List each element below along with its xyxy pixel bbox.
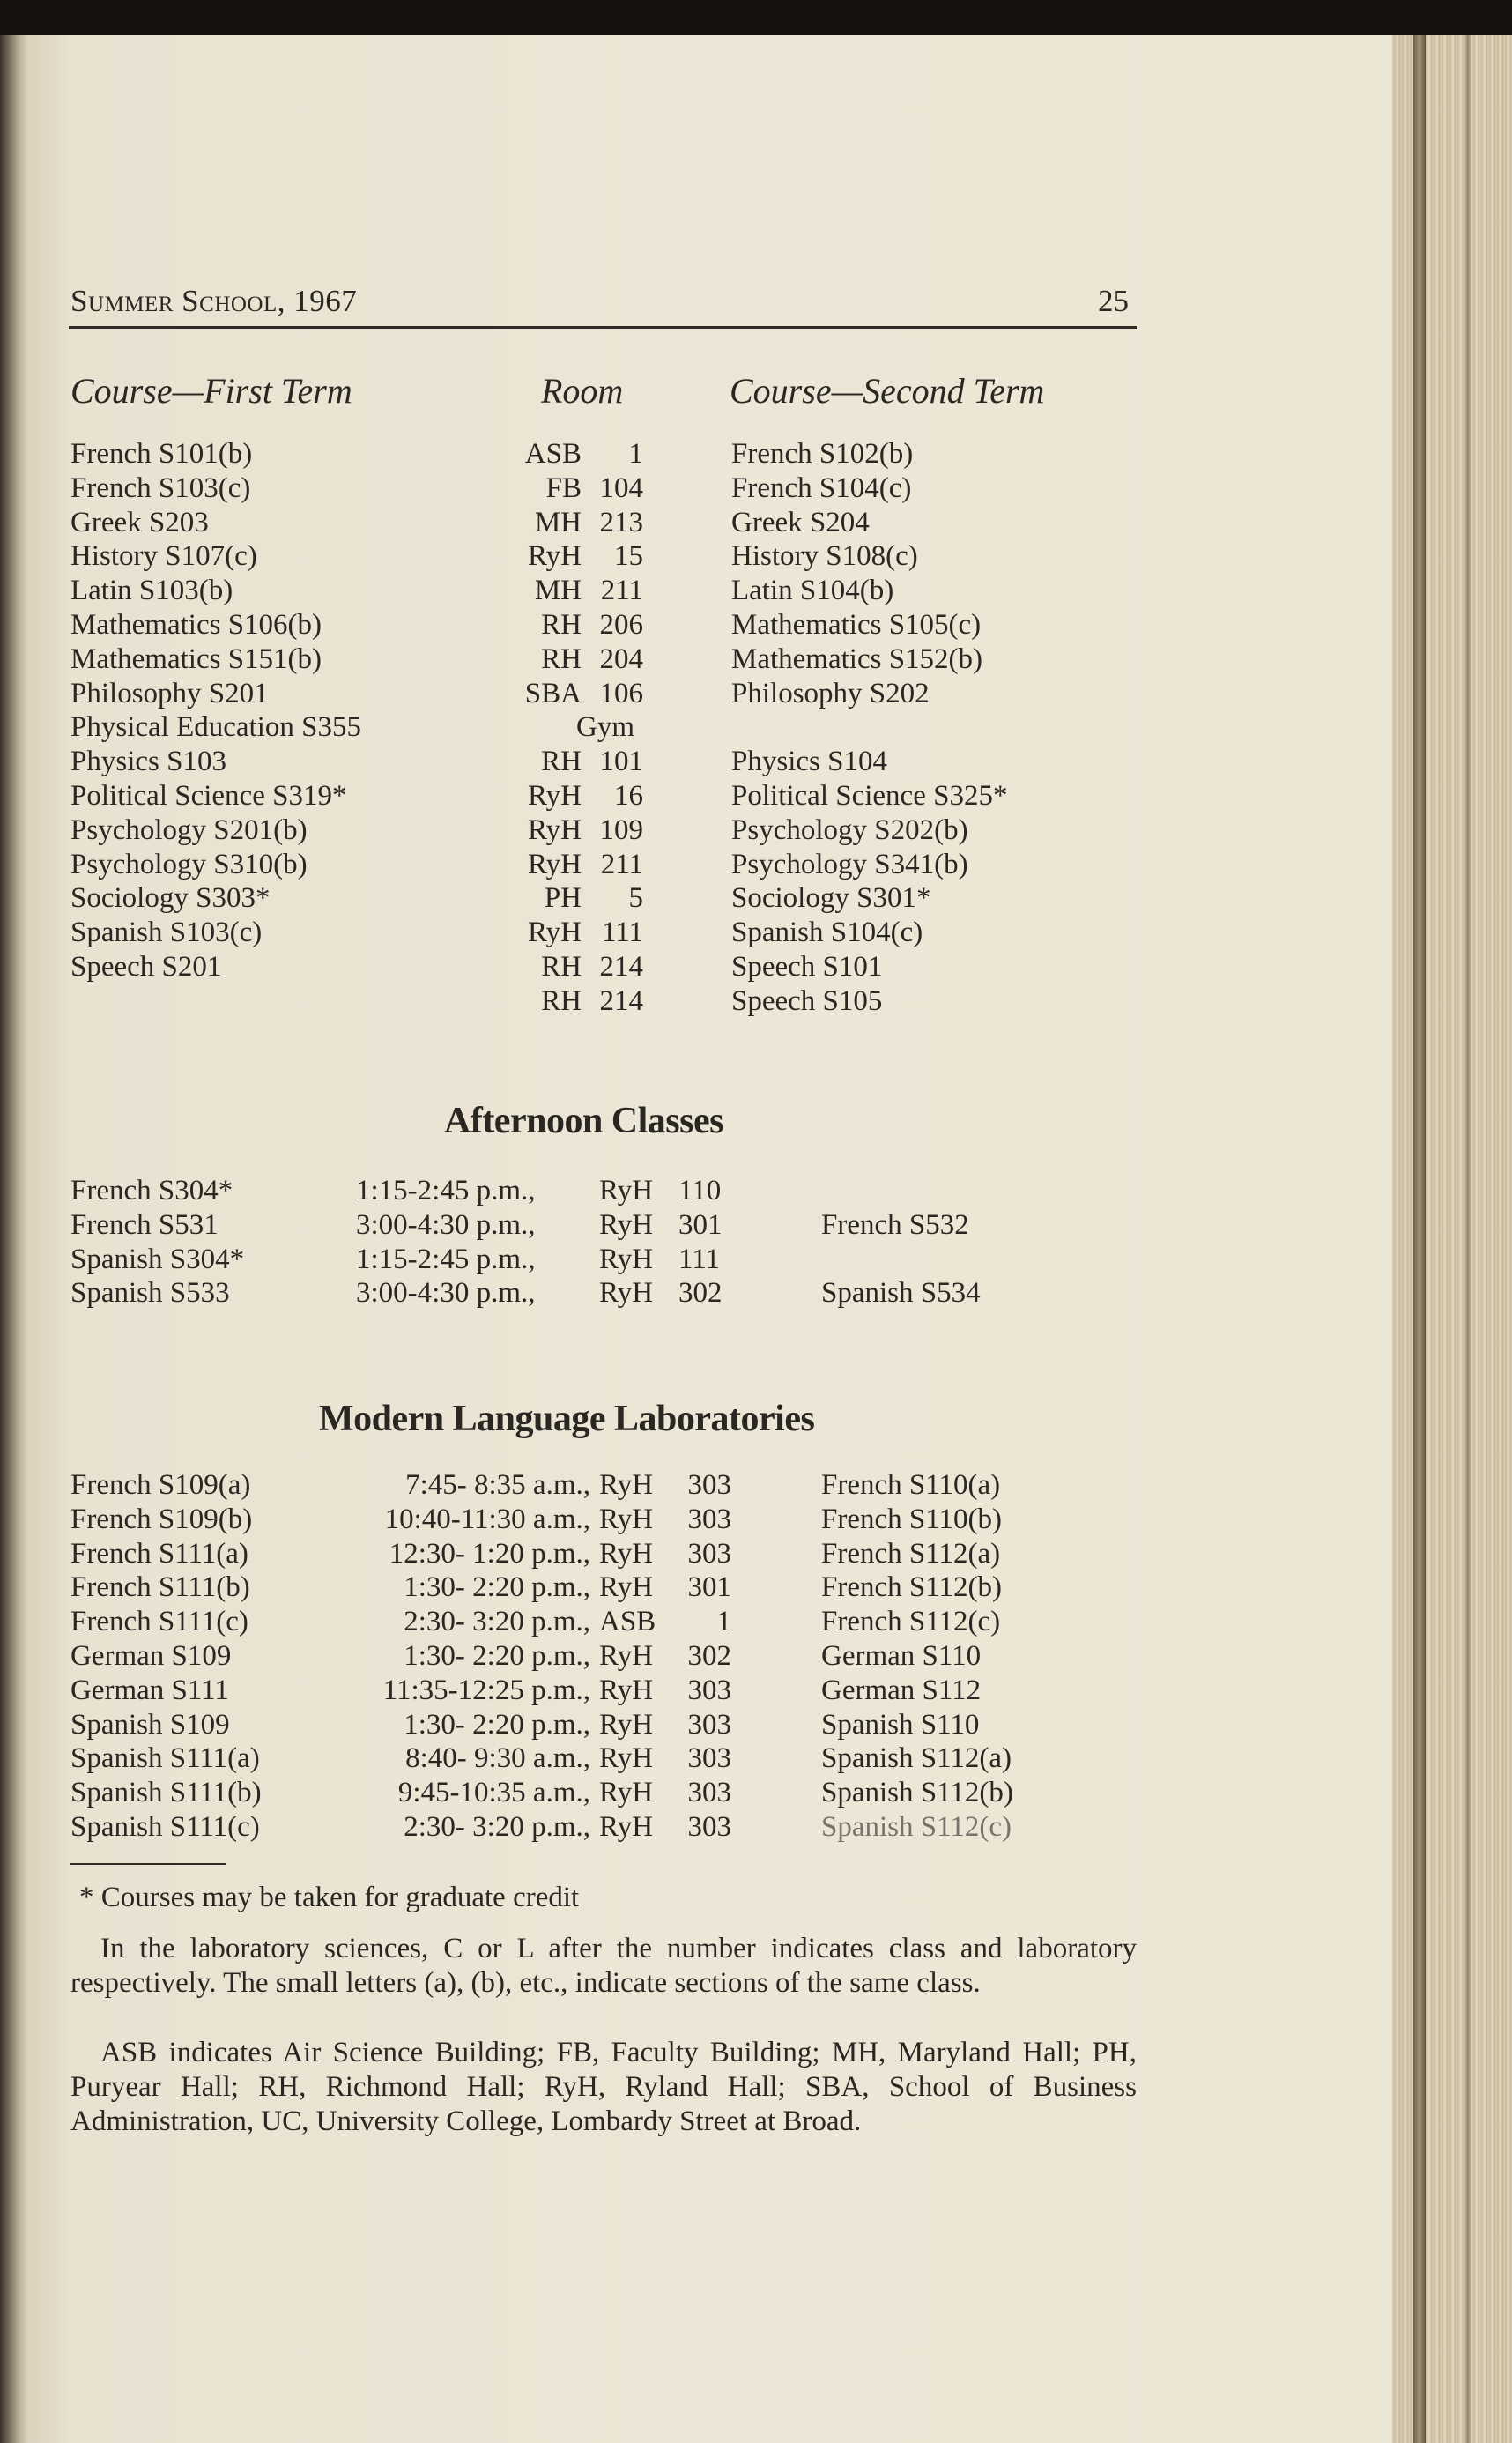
room-number: 213 — [599, 507, 643, 538]
first-term-course: Mathematics S151(b) — [70, 643, 322, 675]
first-term-course: French S111(a) — [70, 1538, 248, 1570]
first-term-course: Spanish S111(b) — [70, 1777, 262, 1808]
room-number: 104 — [599, 472, 643, 504]
second-term-course: Spanish S534 — [821, 1277, 981, 1309]
room-building: FB — [545, 472, 582, 504]
second-term-course: Political Science S325* — [731, 780, 1008, 812]
class-time: 3:00-4:30 p.m., — [356, 1209, 536, 1241]
room-building: RyH — [599, 1209, 654, 1241]
class-time: 10:40-11:30 a.m., — [384, 1504, 590, 1535]
class-time: 2:30- 3:20 p.m., — [404, 1606, 590, 1637]
class-time: 8:40- 9:30 a.m., — [405, 1742, 590, 1774]
first-term-course: Physical Education S355 — [70, 711, 361, 743]
room-building: RyH — [599, 1640, 654, 1672]
room-number: 204 — [599, 643, 643, 675]
room-number: 101 — [599, 746, 643, 777]
second-term-course: Sociology S301* — [731, 882, 931, 914]
room-building: RyH — [599, 1277, 654, 1309]
room-building: RyH — [599, 1244, 654, 1275]
second-term-course: Spanish S112(c) — [821, 1811, 1012, 1843]
room-number: Gym — [576, 711, 634, 743]
room-number: 303 — [687, 1777, 731, 1808]
class-time: 1:15-2:45 p.m., — [356, 1175, 536, 1207]
first-term-course: Spanish S109 — [70, 1709, 230, 1741]
room-number: 303 — [687, 1469, 731, 1501]
room-building: ASB — [524, 438, 582, 470]
second-term-course: Speech S105 — [731, 985, 883, 1017]
room-building: RyH — [599, 1777, 654, 1808]
first-term-course: Philosophy S201 — [70, 678, 269, 709]
second-term-course: Spanish S104(c) — [731, 917, 923, 948]
class-time: 2:30- 3:20 p.m., — [404, 1811, 590, 1843]
second-term-course: French S532 — [821, 1209, 969, 1241]
room-building: RyH — [527, 540, 582, 572]
room-building: RyH — [527, 849, 582, 880]
first-term-course: Latin S103(b) — [70, 575, 233, 606]
room-number: 303 — [687, 1811, 731, 1843]
room-building: RH — [541, 609, 582, 641]
room-number: 301 — [687, 1571, 731, 1603]
room-number: 111 — [678, 1244, 721, 1275]
second-term-course: Spanish S112(a) — [821, 1742, 1012, 1774]
first-term-course: Spanish S304* — [70, 1244, 245, 1275]
page-number: 25 — [1098, 284, 1129, 318]
second-term-course: Latin S104(b) — [731, 575, 894, 606]
first-term-course: Mathematics S106(b) — [70, 609, 322, 641]
room-building: PH — [544, 882, 582, 914]
room-building: RyH — [599, 1811, 654, 1843]
room-number: 303 — [687, 1742, 731, 1774]
room-building: RyH — [599, 1709, 654, 1741]
second-term-course: Psychology S202(b) — [731, 814, 968, 846]
first-term-course: Spanish S111(c) — [70, 1811, 260, 1843]
room-number: 15 — [614, 540, 643, 572]
first-term-course: French S531 — [70, 1209, 219, 1241]
room-number: 5 — [628, 882, 643, 914]
first-term-course: Political Science S319* — [70, 780, 347, 812]
paragraph-text: In the laboratory sciences, C or L after the number indicates class and laboratory respectively. The small letters (a), (b), etc., indicate sections of the same class. — [70, 1933, 1137, 1999]
second-term-course: French S112(a) — [821, 1538, 1001, 1570]
class-time: 11:35-12:25 p.m., — [382, 1674, 590, 1706]
first-term-course: German S111 — [70, 1674, 229, 1706]
first-term-course: French S103(c) — [70, 472, 251, 504]
first-term-course: Spanish S103(c) — [70, 917, 263, 948]
paragraph-building-key — [70, 2036, 1137, 2139]
room-building: MH — [534, 575, 582, 606]
first-term-course: Psychology S310(b) — [70, 849, 308, 880]
room-number: 1 — [628, 438, 643, 470]
second-term-course: French S112(b) — [821, 1571, 1002, 1603]
page-edge-band — [1464, 35, 1471, 2443]
second-term-course: Mathematics S105(c) — [731, 609, 982, 641]
class-time: 12:30- 1:20 p.m., — [389, 1538, 590, 1570]
second-term-course: Greek S204 — [731, 507, 870, 538]
room-number: 301 — [678, 1209, 723, 1241]
running-header: Summer School, 1967 — [70, 284, 358, 318]
room-number: 111 — [601, 917, 643, 948]
room-number: 206 — [599, 609, 643, 641]
room-building: RyH — [599, 1469, 654, 1501]
room-number: 211 — [600, 849, 643, 880]
room-number: 106 — [599, 678, 643, 709]
room-number: 211 — [600, 575, 643, 606]
footnote-rule — [70, 1863, 226, 1865]
first-term-course: Spanish S111(a) — [70, 1742, 260, 1774]
footnote: * Courses may be taken for graduate credit — [79, 1882, 580, 1913]
room-building: RH — [541, 746, 582, 777]
first-term-course: French S109(a) — [70, 1469, 251, 1501]
class-time: 3:00-4:30 p.m., — [356, 1277, 536, 1309]
room-number: 110 — [678, 1175, 722, 1207]
second-term-course: Mathematics S152(b) — [731, 643, 983, 675]
room-building: RH — [541, 985, 582, 1017]
room-number: 302 — [687, 1640, 731, 1672]
second-term-course: Spanish S112(b) — [821, 1777, 1013, 1808]
book-gutter — [0, 35, 26, 2443]
first-term-course: Sociology S303* — [70, 882, 271, 914]
column-heading-second-term: Course—Second Term — [730, 371, 1045, 411]
column-heading-first-term: Course—First Term — [70, 371, 352, 411]
first-term-course: Spanish S533 — [70, 1277, 230, 1309]
first-term-course: French S109(b) — [70, 1504, 253, 1535]
second-term-course: German S110 — [821, 1640, 982, 1672]
room-building: ASB — [599, 1606, 656, 1637]
first-term-course: Speech S201 — [70, 951, 222, 983]
paragraph-text: ASB indicates Air Science Building; FB, Faculty Building; MH, Maryland Hall; PH, Puryear Hall; RH, Richmond Hall; RyH, Ryland Hall; SBA, School of Business Administration, UC, University College, Lombardy Street at Broad. — [70, 2037, 1137, 2137]
column-heading-room: Room — [541, 371, 624, 411]
afternoon-section-title: Afternoon Classes — [444, 1101, 723, 1141]
room-building: RH — [541, 643, 582, 675]
room-building: RyH — [599, 1175, 654, 1207]
class-time: 1:30- 2:20 p.m., — [404, 1571, 590, 1603]
first-term-course: French S111(b) — [70, 1571, 250, 1603]
class-time: 9:45-10:35 a.m., — [397, 1777, 590, 1808]
room-number: 302 — [678, 1277, 723, 1309]
room-building: RyH — [599, 1538, 654, 1570]
room-number: 303 — [687, 1674, 731, 1706]
class-time: 1:30- 2:20 p.m., — [404, 1640, 590, 1672]
first-term-course: History S107(c) — [70, 540, 257, 572]
second-term-course: Spanish S110 — [821, 1709, 980, 1741]
room-building: SBA — [524, 678, 582, 709]
second-term-course: Psychology S341(b) — [731, 849, 968, 880]
class-time: 1:15-2:45 p.m., — [356, 1244, 536, 1275]
second-term-course: Physics S104 — [731, 746, 887, 777]
first-term-course: French S101(b) — [70, 438, 253, 470]
room-number: 303 — [687, 1504, 731, 1535]
class-time: 1:30- 2:20 p.m., — [404, 1709, 590, 1741]
second-term-course: French S104(c) — [731, 472, 912, 504]
second-term-course: French S110(b) — [821, 1504, 1002, 1535]
first-term-course: Physics S103 — [70, 746, 226, 777]
room-building: RyH — [599, 1674, 654, 1706]
class-time: 7:45- 8:35 a.m., — [405, 1469, 590, 1501]
second-term-course: History S108(c) — [731, 540, 918, 572]
page-edge-band — [1413, 35, 1426, 2443]
second-term-course: German S112 — [821, 1674, 982, 1706]
room-building: RyH — [527, 814, 582, 846]
room-number: 214 — [599, 985, 643, 1017]
room-number: 303 — [687, 1709, 731, 1741]
header-rule — [69, 326, 1137, 329]
scan-top-border — [0, 0, 1512, 39]
first-term-course: French S304* — [70, 1175, 233, 1207]
labs-section-title: Modern Language Laboratories — [319, 1399, 815, 1439]
page-edges — [1392, 35, 1512, 2443]
room-building: RH — [541, 951, 582, 983]
room-building: RyH — [599, 1504, 654, 1535]
first-term-course: French S111(c) — [70, 1606, 248, 1637]
first-term-course: German S109 — [70, 1640, 232, 1672]
room-number: 16 — [614, 780, 643, 812]
room-building: RyH — [527, 917, 582, 948]
room-building: RyH — [599, 1742, 654, 1774]
second-term-course: Speech S101 — [731, 951, 883, 983]
room-number: 214 — [599, 951, 643, 983]
second-term-course: French S112(c) — [821, 1606, 1001, 1637]
room-number: 1 — [716, 1606, 731, 1637]
first-term-course: Greek S203 — [70, 507, 209, 538]
second-term-course: French S102(b) — [731, 438, 914, 470]
second-term-course: Philosophy S202 — [731, 678, 930, 709]
room-number: 303 — [687, 1538, 731, 1570]
first-term-course: Psychology S201(b) — [70, 814, 308, 846]
second-term-course: French S110(a) — [821, 1469, 1001, 1501]
room-building: RyH — [527, 780, 582, 812]
room-number: 109 — [599, 814, 643, 846]
room-building: MH — [534, 507, 582, 538]
room-building: RyH — [599, 1571, 654, 1603]
paragraph-sections-note — [70, 1932, 1137, 2001]
